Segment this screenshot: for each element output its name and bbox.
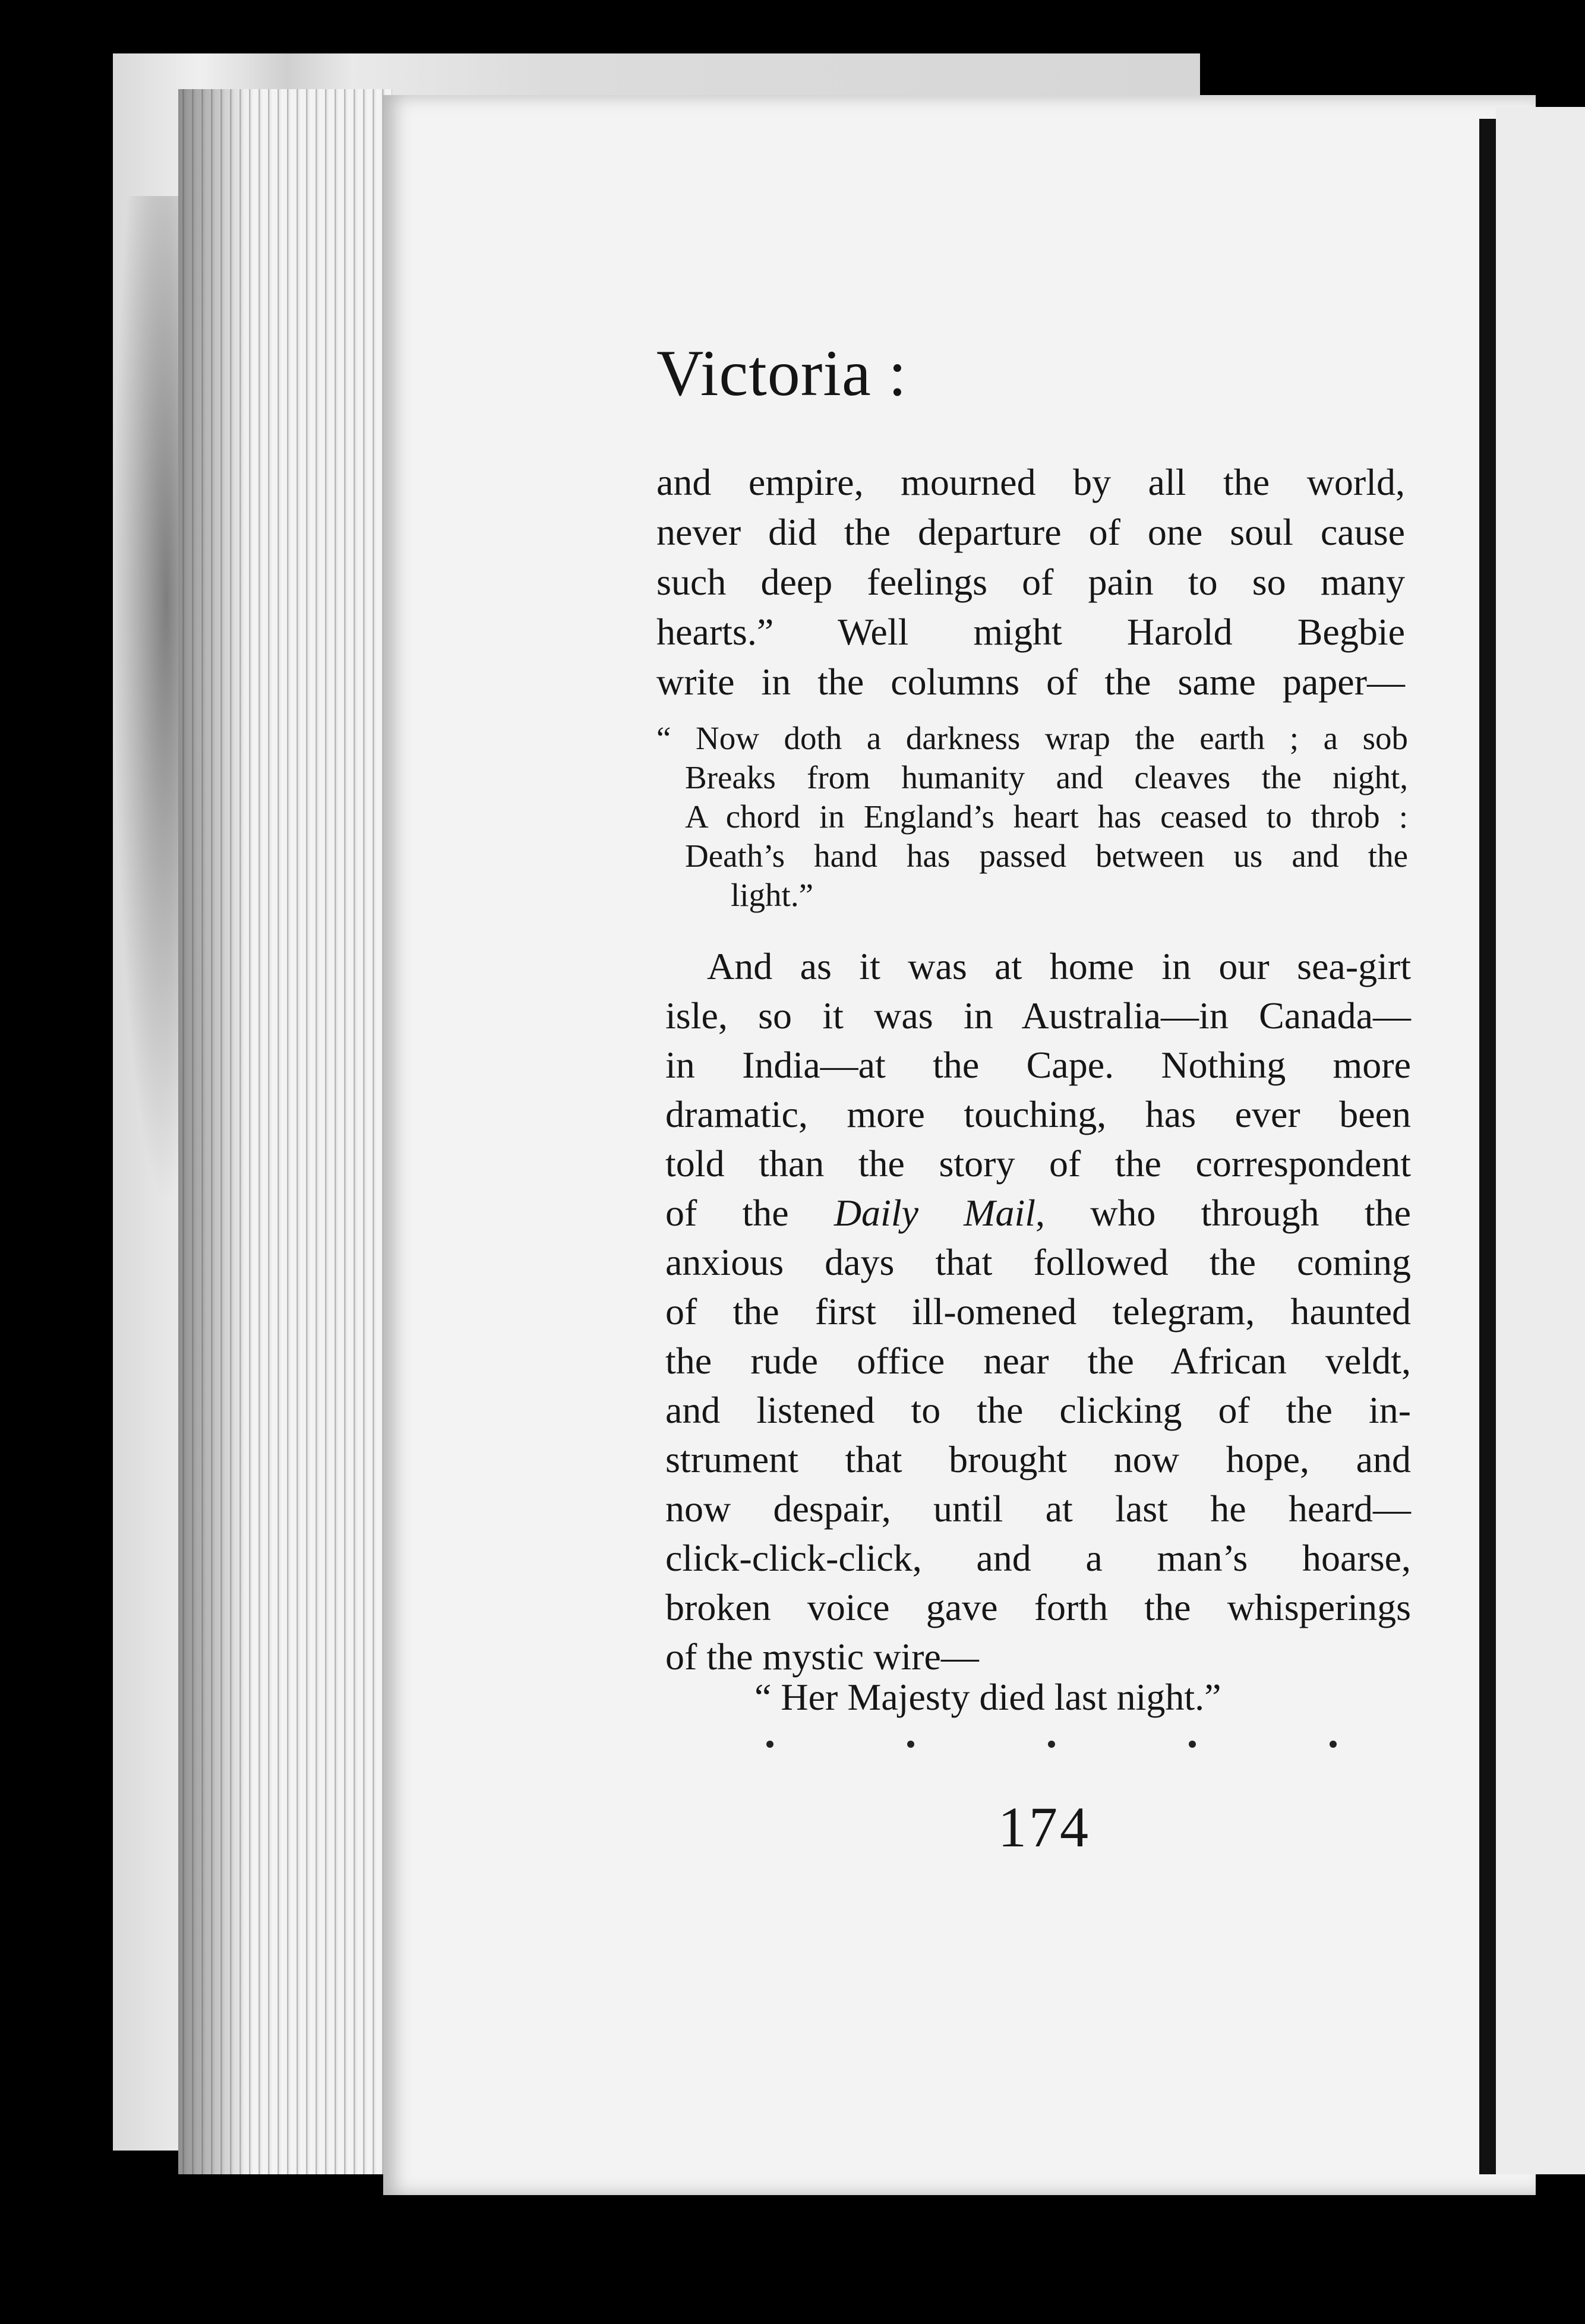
dot <box>1048 1741 1055 1748</box>
text-line-with-italic <box>665 1188 1411 1237</box>
text-line: and listened to the clicking of the in- <box>665 1389 1411 1431</box>
text-line: and empire, mourned by all the world, <box>656 461 1405 503</box>
dot <box>1189 1741 1196 1748</box>
text-line: the rude office near the African veldt, <box>665 1340 1411 1382</box>
text-line: And as it was at home in our sea-girt <box>707 945 1411 987</box>
page-number: 174 <box>998 1795 1091 1859</box>
text-line: of the mystic wire— <box>665 1635 979 1678</box>
running-head: Victoria : <box>656 337 907 409</box>
text-line: write in the columns of the same paper— <box>656 661 1405 703</box>
text-line: broken voice gave forth the whisperings <box>665 1586 1411 1628</box>
text-line: hearts.” Well might Harold Begbie <box>656 611 1405 653</box>
text-line: isle, so it was in Australia—in Canada— <box>665 994 1411 1037</box>
text-line: never did the departure of one soul cause <box>656 511 1405 553</box>
dot <box>766 1741 773 1748</box>
poem-line: “ Now doth a darkness wrap the earth ; a sob <box>656 720 1408 756</box>
text-line: anxious days that followed the coming <box>665 1241 1411 1283</box>
text-line: click-click-click, and a man’s hoarse, <box>665 1537 1411 1579</box>
dot <box>907 1741 914 1748</box>
text-line: in India—at the Cape. Nothing more <box>665 1044 1411 1086</box>
text-line: now despair, until at last he heard— <box>665 1488 1411 1530</box>
closing-quote: “ Her Majesty died last night.” <box>754 1676 1221 1718</box>
paragraph-1 <box>656 457 1405 707</box>
poem-line: A chord in England’s heart has ceased to throb : <box>685 798 1408 835</box>
text-line: strument that brought now hope, and <box>665 1438 1411 1480</box>
poem-line: light.” <box>731 877 814 913</box>
poem-quotation <box>656 719 1408 915</box>
page-edges <box>178 89 392 2174</box>
text-line: of the first ill-omened telegram, haunted <box>665 1290 1411 1332</box>
poem-line: Death’s hand has passed between us and the <box>685 838 1408 874</box>
gutter-shadow <box>1479 119 1496 2174</box>
poem-line: Breaks from humanity and cleaves the night, <box>685 759 1408 795</box>
text-line: dramatic, more touching, has ever been <box>665 1093 1411 1135</box>
ellipsis-dots <box>766 1741 1337 1748</box>
dot <box>1330 1741 1337 1748</box>
text-fragment: , who through the <box>1035 1192 1411 1234</box>
newspaper-title: Daily Mail <box>833 1192 1036 1234</box>
text-fragment: of the <box>665 1192 834 1234</box>
paragraph-2 <box>665 942 1411 1681</box>
facing-page-edge <box>1496 107 1585 2174</box>
text-line: such deep feelings of pain to so many <box>656 561 1405 603</box>
text-line: told than the story of the correspondent <box>665 1142 1411 1185</box>
